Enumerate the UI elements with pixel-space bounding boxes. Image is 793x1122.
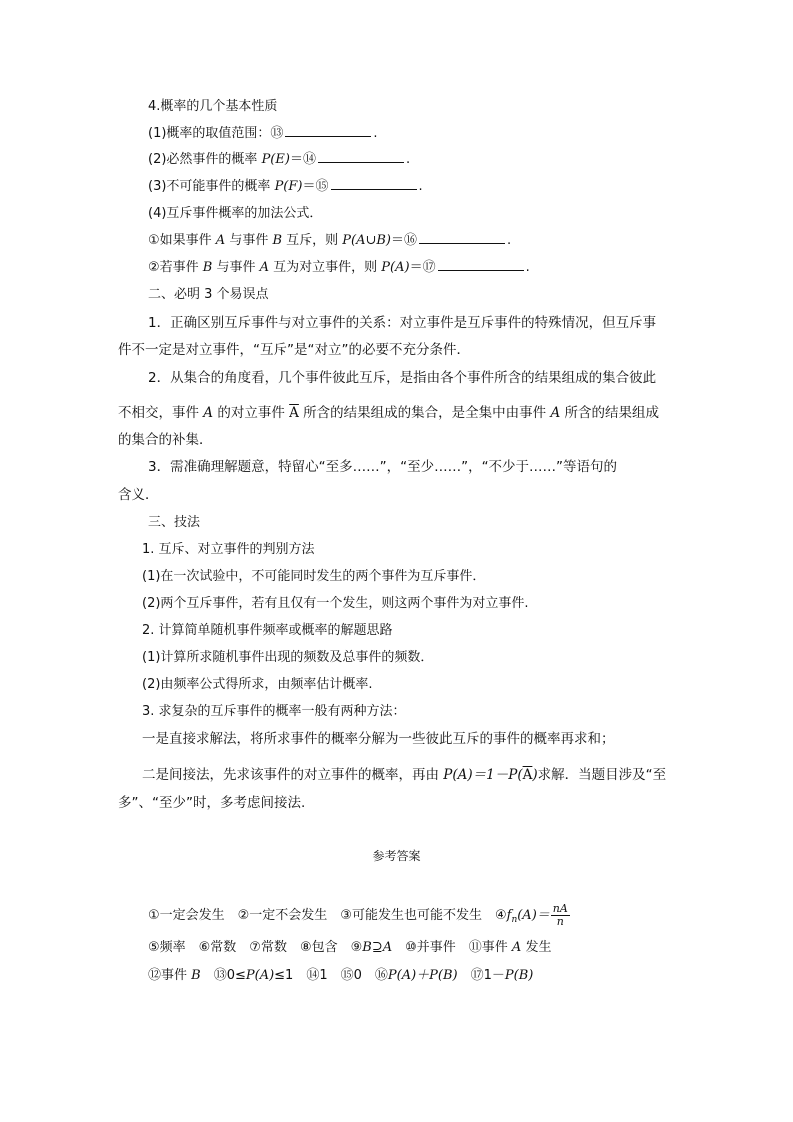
technique-3-indirect-line-1: 二是间接法，先求该事件的对立事件的概率，再由 $P(A)=1-P(\overline{A})$求解．当题目涉及“至	[142, 767, 667, 783]
answers-heading: 参考答案	[372, 849, 421, 863]
pitfall-1-line-2: 件不一定是对立事件，“互斥”是“对立”的必要不充分条件．	[118, 342, 470, 358]
pitfall-2-line-1: 2．从集合的角度看，几个事件彼此互斥，是指由各个事件所含的结果组成的集合彼此	[148, 370, 657, 386]
technique-3-direct: 一是直接求解法，将所求事件的概率分解为一些彼此互斥的事件的概率再求和；	[142, 731, 615, 747]
property-mutually-exclusive: ①如果事件 A 与事件 B 互斥，则 P(A∪B)＝⑯ .	[148, 233, 512, 248]
technique-2-a: (1)计算所求随机事件出现的频数及总事件的频数．	[142, 650, 434, 665]
fraction-nA-over-n: $\frac{nA}{n}$	[552, 902, 568, 928]
pitfall-1-line-1: 1．正确区别互斥事件与对立事件的关系：对立事件是互斥事件的特殊情况，但互斥事	[148, 315, 657, 331]
property-complementary: ②若事件 B 与事件 A 互为对立事件，则 P(A)＝⑰ .	[148, 260, 530, 275]
answers-row-3: ⑫事件 B ⑬0≤P(A)≤1 ⑭1 ⑮0 ⑯P(A)＋P(B) ⑰1－P(B)	[148, 968, 534, 983]
section3-heading: 三、技法	[148, 515, 201, 530]
pitfall-2-line-3: 的集合的补集．	[118, 432, 213, 448]
pitfall-2-line-2: 不相交，事件 A 的对立事件 $\overline{A}$ 所含的结果组成的集合，是全集中由事件 A 所含的结果组成	[118, 405, 660, 421]
technique-3-title: 3. 求复杂的互斥事件的概率一般有两种方法：	[142, 704, 406, 719]
answer-blank-16[interactable]	[419, 243, 505, 244]
technique-3-indirect-line-2: 多”、“至少”时，多考虑间接法.	[118, 795, 306, 811]
answer-blank-13[interactable]	[285, 136, 371, 137]
property-addition-formula: (4)互斥事件概率的加法公式．	[148, 206, 323, 221]
answers-row-2: ⑤频率 ⑥常数 ⑦常数 ⑧包含 ⑨B⊇A ⑩并事件 ⑪事件 A 发生	[148, 940, 552, 955]
technique-1-a: (1)在一次试验中，不可能同时发生的两个事件为互斥事件．	[142, 569, 486, 584]
technique-2-b: (2)由频率公式得所求，由频率估计概率.	[142, 677, 373, 692]
answer-blank-17[interactable]	[438, 270, 524, 271]
pitfall-3-line-1: 3．需准确理解题意，特留心“至多……”，“至少……”，“不少于……”等语句的	[148, 459, 618, 475]
technique-1-b: (2)两个互斥事件，若有且仅有一个发生，则这两个事件为对立事件.	[142, 596, 529, 611]
property-range: (1)概率的取值范围：⑬ .	[148, 126, 378, 141]
property-certain-event: (2)必然事件的概率 P(E)＝⑭ .	[148, 152, 411, 167]
technique-2-title: 2. 计算简单随机事件频率或概率的解题思路	[142, 623, 393, 638]
answer-blank-14[interactable]	[318, 162, 404, 163]
property-impossible-event: (3)不可能事件的概率 P(F)＝⑮ .	[148, 179, 423, 194]
section2-heading: 二、必明 3 个易误点	[148, 287, 269, 302]
section4-title: 4.概率的几个基本性质	[148, 99, 278, 114]
answers-row-1: ①一定会发生 ②一定不会发生 ③可能发生也可能不发生 $④f_n(A)=$ $\frac{nA}{n}$	[148, 902, 568, 928]
technique-1-title: 1. 互斥、对立事件的判别方法	[142, 542, 315, 557]
answer-blank-15[interactable]	[331, 189, 417, 190]
pitfall-3-line-2: 含义．	[118, 487, 159, 503]
